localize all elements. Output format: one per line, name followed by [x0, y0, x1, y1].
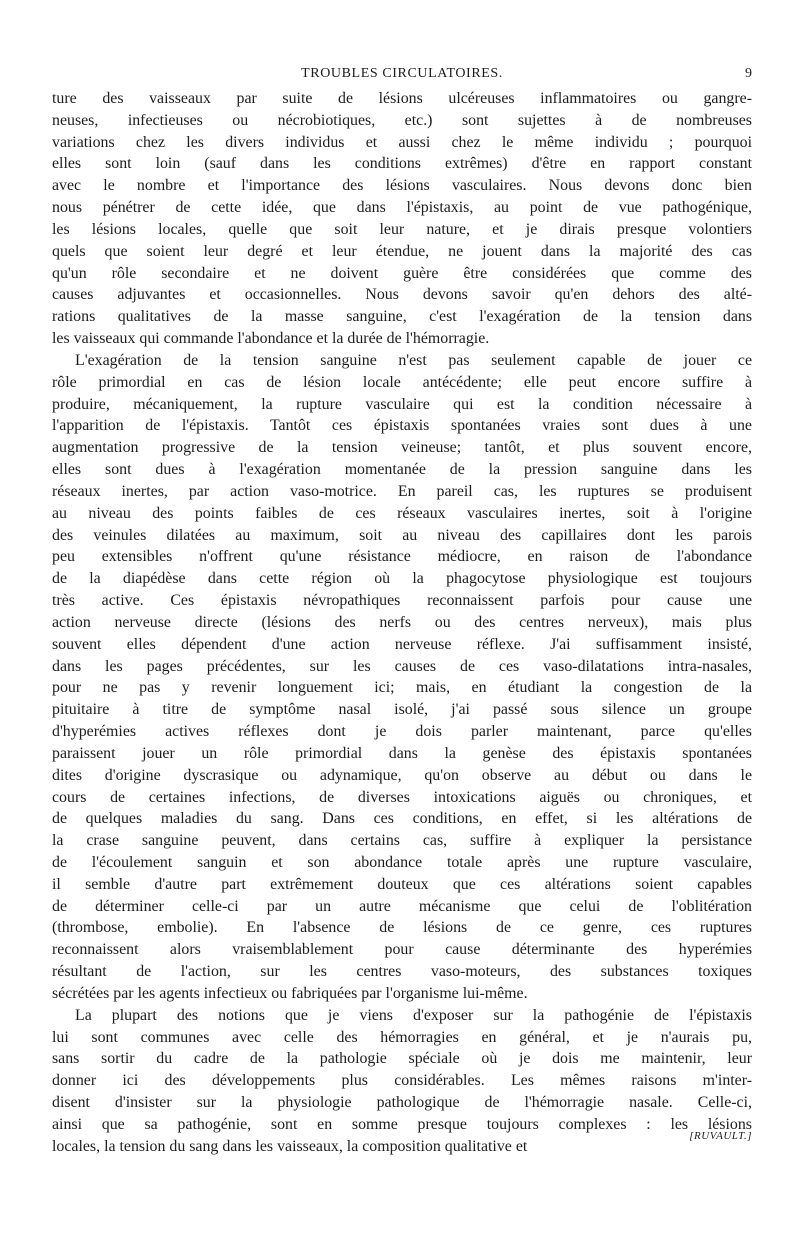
printer-signature-mark: [RUVAULT.]: [689, 1130, 752, 1142]
text-line: dites d'origine dyscrasique ou adynamique, qu'on observe au début ou dans le: [52, 766, 752, 784]
text-line: (thrombose, embolie). En l'absence de lésions de ce genre, ces ruptures: [52, 919, 752, 937]
text-line: sécrétées par les agents infectieux ou fabriquées par l'organisme lui-même.: [52, 984, 528, 1002]
text-line: pour ne pas y revenir longuement ici; mais, en étudiant la congestion de la: [52, 679, 752, 697]
text-line: nous pénétrer de cette idée, que dans l'épistaxis, au point de vue pathogénique,: [52, 199, 752, 217]
text-line: paraissent jouer un rôle primordial dans la genèse des épistaxis spontanées: [52, 744, 752, 762]
text-line: neuses, infectieuses ou nécrobiotiques, etc.) sont sujettes à de nombreuses: [52, 111, 752, 129]
text-line: souvent elles dépendent d'une action nerveuse réflexe. J'ai suffisamment insisté,: [52, 635, 752, 653]
text-line: sans sortir du cadre de la pathologie spéciale où je dois me maintenir, leur: [52, 1050, 752, 1068]
text-line: très active. Ces épistaxis névropathiques reconnaissent parfois pour cause une: [52, 592, 752, 610]
text-line: L'exagération de la tension sanguine n'est pas seulement capable de jouer ce: [75, 351, 752, 369]
text-line: ainsi que sa pathogénie, sont en somme presque toujours complexes : les lésions: [52, 1115, 752, 1133]
text-line: l'apparition de l'épistaxis. Tantôt ces épistaxis spontanées vraies sont dues à une: [52, 417, 752, 435]
text-line: dans les pages précédentes, sur les causes de ces vaso-dilatations intra-nasales,: [52, 657, 752, 675]
text-line: avec le nombre et l'importance des lésions vasculaires. Nous devons donc bien: [52, 177, 752, 195]
text-line: de quelques maladies du sang. Dans ces conditions, en effet, si les altérations de: [52, 810, 752, 828]
running-title: TROUBLES CIRCULATOIRES.: [301, 66, 503, 81]
text-line: la crase sanguine peuvent, dans certains cas, suffire à expliquer la persistance: [52, 832, 752, 850]
body-text: [52, 88, 752, 1158]
text-line: cours de certaines infections, de diverses intoxications aiguës ou chroniques, et: [52, 788, 752, 806]
text-line: action nerveuse directe (lésions des nerfs ou des centres nerveux), mais plus: [52, 613, 752, 631]
text-line: d'hyperémies actives réflexes dont je dois parler maintenant, parce qu'elles: [52, 723, 752, 741]
text-line: elles sont loin (sauf dans les conditions extrêmes) d'être en rapport constant: [52, 155, 752, 173]
text-line: les lésions locales, quelle que soit leur nature, et je dirais presque volontiers: [52, 220, 752, 238]
text-line: de l'écoulement sanguin et son abondance totale après une rupture vasculaire,: [52, 853, 752, 871]
text-line: elles sont dues à l'exagération momentanée de la pression sanguine dans les: [52, 461, 752, 479]
text-line: reconnaissent alors vraisemblablement pour cause déterminante des hyperémies: [52, 941, 752, 959]
text-line: de la diapédèse dans cette région où la phagocytose physiologique est toujours: [52, 570, 752, 588]
text-line: lui sont communes avec celle des hémorragies en général, et je n'aurais pu,: [52, 1028, 752, 1046]
text-line: résultant de l'action, sur les centres vaso-moteurs, des substances toxiques: [52, 963, 752, 981]
text-line: les vaisseaux qui commande l'abondance et la durée de l'hémorragie.: [52, 330, 490, 348]
text-line: La plupart des notions que je viens d'exposer sur la pathogénie de l'épistaxis: [75, 1006, 752, 1024]
text-line: qu'un rôle secondaire et ne doivent guère être considérées que comme des: [52, 264, 752, 282]
text-line: donner ici des développements plus considérables. Les mêmes raisons m'inter-: [52, 1072, 752, 1090]
text-line: il semble d'autre part extrêmement douteux que ces altérations soient capables: [52, 875, 752, 893]
running-header: [52, 62, 752, 86]
text-line: causes adjuvantes et occasionnelles. Nous devons savoir qu'en dehors des alté-: [52, 286, 752, 304]
text-line: disent d'insister sur la physiologie pathologique de l'hémorragie nasale. Celle-ci,: [52, 1094, 752, 1112]
page-number: 9: [745, 66, 752, 81]
text-line: au niveau des points faibles de ces réseaux vasculaires inertes, soit à l'origine: [52, 504, 752, 522]
text-line: quels que soient leur degré et leur étendue, ne jouent dans la majorité des cas: [52, 242, 752, 260]
text-line: locales, la tension du sang dans les vaisseaux, la composition qualitative et: [52, 1137, 528, 1155]
text-line: pituitaire à titre de symptôme nasal isolé, j'ai passé sous silence un groupe: [52, 701, 752, 719]
text-line: rôle primordial en cas de lésion locale antécédente; elle peut encore suffire à: [52, 373, 752, 391]
text-line: ture des vaisseaux par suite de lésions ulcéreuses inflammatoires ou gangre-: [52, 90, 752, 107]
text-line: rations qualitatives de la masse sanguine, c'est l'exagération de la tension dans: [52, 308, 752, 326]
text-line: de déterminer celle-ci par un autre mécanisme que celui de l'oblitération: [52, 897, 752, 915]
text-line: réseaux inertes, par action vaso-motrice. En pareil cas, les ruptures se produisent: [52, 482, 752, 500]
text-line: augmentation progressive de la tension veineuse; tantôt, et plus souvent encore,: [52, 439, 752, 457]
text-line: peu extensibles n'offrent qu'une résistance médiocre, en raison de l'abondance: [52, 548, 752, 566]
text-line: produire, mécaniquement, la rupture vasculaire qui est la condition nécessaire à: [52, 395, 752, 413]
text-line: des veinules dilatées au maximum, soit au niveau des capillaires dont les parois: [52, 526, 752, 544]
text-line: variations chez les divers individus et aussi chez le même individu ; pourquoi: [52, 133, 752, 151]
